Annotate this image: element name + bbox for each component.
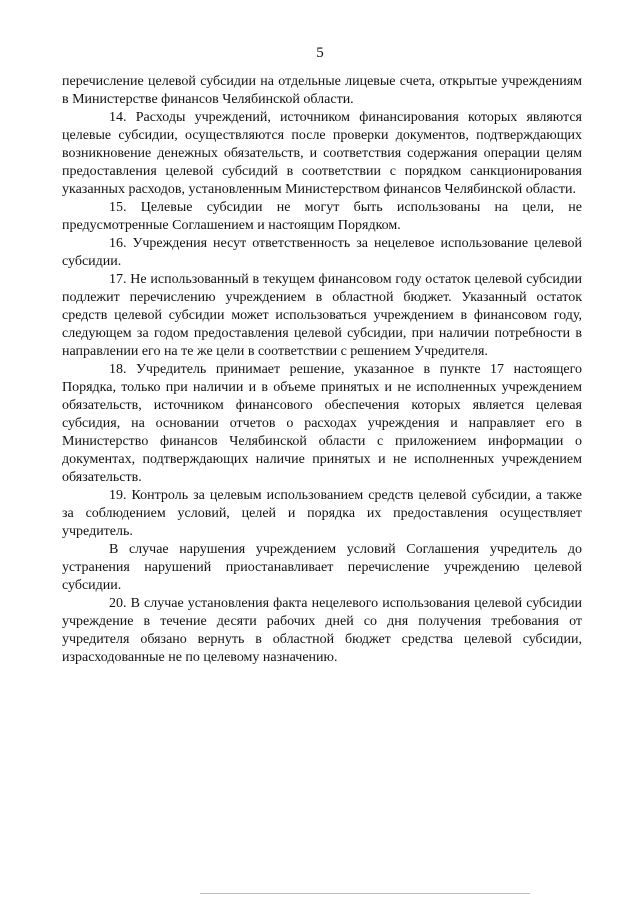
paragraph-continuation: перечисление целевой субсидии на отдельные лицевые счета, открытые учреждениям в Министерстве финансов Челябинской области. <box>62 74 582 107</box>
paragraph-16: 16. Учреждения несут ответственность за нецелевое использование целевой субсидии. <box>62 236 582 269</box>
paragraph-14: 14. Расходы учреждений, источником финансирования которых являются целевые субсидии, осуществляются после проверки документов, подтверждающих возникновение денежных обязательств, и соответствия содержания операции целям предоставления целевой субсидий в соответствии с порядком санкционирования указанных расходов, установленным Министерством финансов Челябинской области. <box>62 110 582 197</box>
paragraph-20: 20. В случае установления факта нецелевого использования целевой субсидии учреждение в течение десяти рабочих дней со дня получения требования от учредителя обязано вернуть в областной бюджет средства целевой субсидии, израсходованные не по целевому назначению. <box>62 596 582 665</box>
paragraph-15: 15. Целевые субсидии не могут быть использованы на цели, не предусмотренные Соглашением и настоящим Порядком. <box>62 200 582 233</box>
page-number: 5 <box>316 45 324 61</box>
document-body <box>62 73 582 667</box>
paragraph-19: 19. Контроль за целевым использованием средств целевой субсидии, а также за соблюдением условий, целей и порядка их предоставления осуществляет учредитель. <box>62 488 582 539</box>
paragraph-17: 17. Не использованный в текущем финансовом году остаток целевой субсидии подлежит перечислению учреждением в областной бюджет. Указанный остаток средств целевой субсидии может использоваться учреждением в финансовом году, следующем за годом предоставления целевой субсидии, при наличии потребности в направлении его на те же цели в соответствии с решением Учредителя. <box>62 272 582 359</box>
paragraph-18: 18. Учредитель принимает решение, указанное в пункте 17 настоящего Порядка, только при наличии и в объеме принятых и не исполненных учреждением обязательств, источником финансового обеспечения которых является целевая субсидия, на основании отчетов о расходах учреждения и направляет его в Министерство финансов Челябинской области с приложением информации о документах, подтверждающих наличие принятых и не исполненных учреждением обязательств. <box>62 362 582 485</box>
paragraph-19-violation: В случае нарушения учреждением условий Соглашения учредитель до устранения нарушений приостанавливает перечисление учреждению целевой субсидии. <box>62 542 582 593</box>
footer-rule <box>200 893 530 894</box>
